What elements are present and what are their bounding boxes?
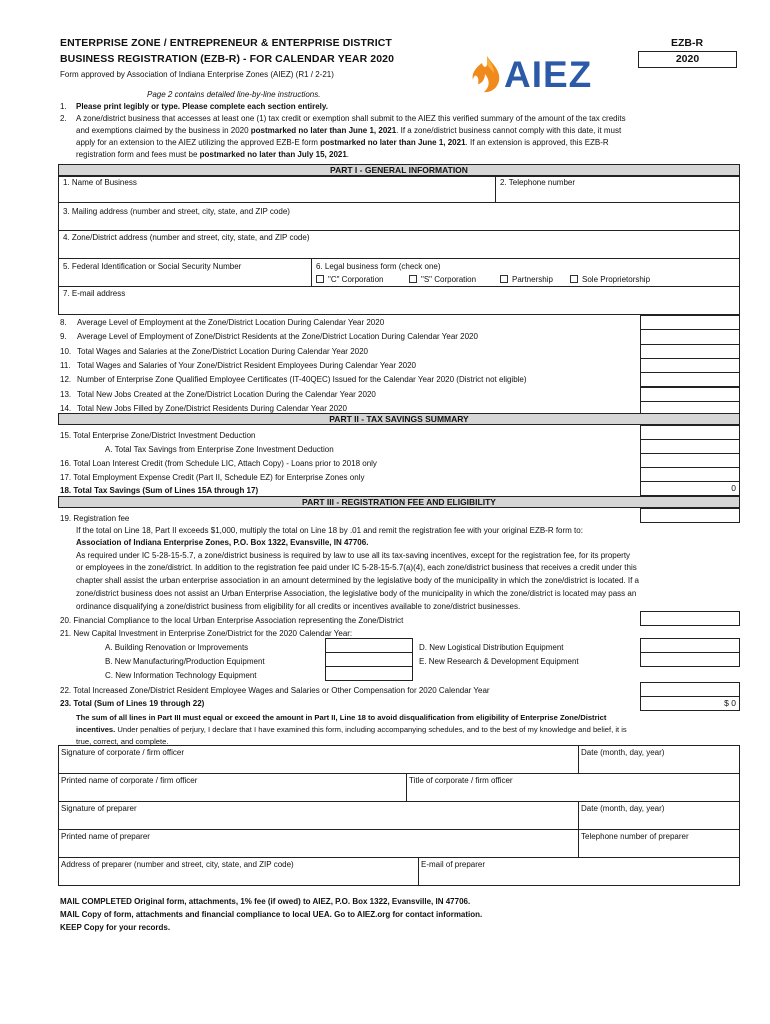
- preparer-email-field[interactable]: [418, 857, 740, 886]
- zone-address-field[interactable]: [58, 230, 740, 259]
- line-label: Number of Enterprise Zone Qualified Employee Certificates (IT-40QEC) Issued for the Calendar Year 2020 (District not eligible): [77, 375, 527, 385]
- line22-input[interactable]: [640, 682, 740, 697]
- line-8-input[interactable]: [640, 315, 740, 330]
- instruction-2-bold-c: postmarked no later than June 1, 2021: [320, 138, 466, 147]
- mail-instruction-3: KEEP Copy for your records.: [60, 923, 171, 932]
- line-10-input[interactable]: [640, 344, 740, 359]
- line23-label: 23. Total (Sum of Lines 19 through 22): [60, 699, 205, 708]
- line21b-input[interactable]: [325, 652, 413, 667]
- line23-value: $ 0: [724, 698, 736, 708]
- instruction-2-bold-b: postmarked no later than June 1, 2021: [250, 126, 397, 135]
- line19-label: 19. Registration fee: [60, 514, 130, 523]
- line18-input[interactable]: [640, 481, 740, 496]
- line21d-label: D. New Logistical Distribution Equipment: [419, 643, 564, 652]
- business-name-field[interactable]: [58, 176, 496, 203]
- line17-label: 17. Total Employment Expense Credit (Part II, Schedule EZ) for Enterprise Zones only: [60, 473, 365, 482]
- law-paragraph-5: ordinance disqualifying a zone/district business from eligibility for all credits or incentives available to zone/district businesses.: [76, 602, 521, 611]
- instruction-2c: [76, 138, 609, 148]
- line18-value: 0: [731, 483, 736, 493]
- instruction-2-post-d: .: [346, 150, 350, 159]
- telephone-label: 2. Telephone number: [500, 178, 576, 187]
- option-c-corp[interactable]: [316, 275, 383, 285]
- officer-signature-field[interactable]: [58, 745, 579, 774]
- line-8-row: [58, 315, 740, 329]
- sole-prop-checkbox[interactable]: [570, 275, 578, 283]
- partnership-checkbox[interactable]: [500, 275, 508, 283]
- line-number: 9.: [60, 332, 67, 342]
- aiez-logo: [470, 54, 620, 94]
- line21c-label: C. New Information Technology Equipment: [105, 671, 257, 680]
- line-12-row: [58, 372, 740, 386]
- partnership-label: Partnership: [512, 275, 553, 284]
- line15a-input[interactable]: [640, 439, 740, 454]
- part1-heading: PART I - GENERAL INFORMATION: [58, 164, 740, 176]
- officer-printed-name-field[interactable]: [58, 773, 407, 802]
- line19-address: Association of Indiana Enterprise Zones, P.O. Box 1322, Evansville, IN 47706.: [76, 538, 369, 547]
- mail-instruction-2: MAIL Copy of form, attachments and financial compliance to local UEA. Go to AIEZ.org for contact information.: [60, 910, 483, 919]
- s-corp-label: "S" Corporation: [421, 275, 477, 284]
- form-title-line2: BUSINESS REGISTRATION (EZB-R) - FOR CALENDAR YEAR 2020: [60, 53, 395, 65]
- line-label: Average Level of Employment at the Zone/District Location During Calendar Year 2020: [77, 318, 385, 327]
- instruction-2-text-a: A zone/district business that accesses at least one (1) tax credit or exemption shall submit to the AIEZ this verified summary of the amount of the tax credits: [76, 114, 626, 123]
- instruction-2-post-b: . If a zone/district business cannot comply with this date, it must: [396, 126, 622, 135]
- line-12-input[interactable]: [640, 372, 740, 387]
- part3-heading: PART III - REGISTRATION FEE AND ELIGIBILITY: [58, 496, 740, 508]
- mailing-address-label: 3. Mailing address (number and street, city, state, and ZIP code): [63, 207, 290, 216]
- mail-instruction-1: MAIL COMPLETED Original form, attachments, 1% fee (if owed) to AIEZ, P.O. Box 1322, Evansville, IN 47706.: [60, 897, 471, 906]
- flame-icon: [470, 54, 504, 94]
- zone-address-label: 4. Zone/District address (number and street, city, state, and ZIP code): [63, 233, 310, 242]
- preparer-date-field[interactable]: [578, 801, 740, 830]
- instruction-2-bold-d: postmarked no later than July 15, 2021: [199, 150, 347, 159]
- line21e-label: E. New Research & Development Equipment: [419, 657, 579, 666]
- preparer-phone-field[interactable]: [578, 829, 740, 858]
- fein-label: 5. Federal Identification or Social Security Number: [63, 262, 242, 271]
- officer-title-field[interactable]: [406, 773, 740, 802]
- officer-signature-label: Signature of corporate / firm officer: [61, 748, 185, 757]
- line15-label: 15. Total Enterprise Zone/District Investment Deduction: [60, 431, 256, 440]
- perjury-text: Under penalties of perjury, I declare that I have examined this form, including accompanying schedules, and to the best of my knowledge and belief, it is: [115, 725, 627, 734]
- law-paragraph-1: As required under IC 5-28-15-5.7, a zone/district business is required by law to use all its tax-saving incentives, except for the registration fee, for its property: [76, 551, 631, 560]
- line18-label: 18. Total Tax Savings (Sum of Lines 15A through 17): [60, 486, 259, 495]
- form-year: 2020: [675, 53, 700, 65]
- instruction-2: 2. A zone/district business that accesses at least one (1) tax credit or exemption shall submit to the AIEZ this verified summary of the amount of the tax credits: [60, 114, 626, 123]
- line-label: Total Wages and Salaries of Your Zone/District Resident Employees During Calendar Year 2020: [77, 360, 417, 370]
- instruction-2-pre-b: and exemptions claimed by the business in 2020: [76, 126, 251, 135]
- line-9-row: [58, 329, 740, 343]
- line15a-label: A. Total Tax Savings from Enterprise Zone Investment Deduction: [105, 445, 334, 454]
- email-label: 7. E-mail address: [63, 289, 126, 298]
- line-label: Total Wages and Salaries at the Zone/District Location During Calendar Year 2020: [77, 346, 368, 356]
- preparer-signature-field[interactable]: [58, 801, 579, 830]
- line-13-row: [58, 387, 740, 401]
- line16-input[interactable]: [640, 453, 740, 468]
- fein-field[interactable]: [58, 258, 312, 287]
- line-number: 14.: [60, 403, 72, 413]
- instruction-1: 1. Please print legibly or type. Please complete each section entirely.: [60, 102, 328, 111]
- line16-label: 16. Total Loan Interest Credit (from Schedule LIC, Attach Copy) - Loans prior to 2018 only: [60, 459, 377, 468]
- law-paragraph-4: zone/district business does not assist an Urban Enterprise Association, the legislative body of the municipality in which the zone/district is located may pass an: [76, 589, 637, 598]
- legal-form-group: [311, 258, 740, 287]
- instruction-2b: [76, 126, 621, 136]
- email-field[interactable]: [58, 286, 740, 315]
- officer-date-field[interactable]: [578, 745, 740, 774]
- officer-title-label: Title of corporate / firm officer: [409, 776, 513, 785]
- line-13-input[interactable]: [640, 387, 740, 402]
- mailing-address-field[interactable]: [58, 202, 740, 231]
- line-9-input[interactable]: [640, 329, 740, 344]
- form-title-line1: ENTERPRISE ZONE / ENTREPRENEUR & ENTERPRISE DISTRICT: [60, 37, 392, 49]
- line-number: 8.: [60, 318, 67, 327]
- approval-note: Form approved by Association of Indiana Enterprise Zones (AIEZ) (R1 / 2-21): [60, 70, 334, 79]
- warning-incentives: incentives.: [76, 725, 116, 734]
- s-corp-checkbox[interactable]: [409, 275, 417, 283]
- instruction-1-text: Please print legibly or type. Please complete each section entirely.: [76, 102, 328, 111]
- c-corp-checkbox[interactable]: [316, 275, 324, 283]
- legal-form-label: 6. Legal business form (check one): [316, 262, 441, 271]
- telephone-field[interactable]: [495, 176, 740, 203]
- line-number: 10.: [60, 346, 72, 356]
- page2-note: Page 2 contains detailed line-by-line instructions.: [147, 90, 321, 99]
- eligibility-warning: The sum of all lines in Part III must equal or exceed the amount in Part II, Line 18 to avoid disqualification from eligibility of Enterprise Zone/District: [76, 713, 607, 722]
- form-code: EZB-R: [670, 37, 704, 49]
- line-label: Average Level of Employment of Zone/District Residents at the Zone/District Location During Calendar Year 2020: [77, 332, 478, 342]
- line-11-input[interactable]: [640, 358, 740, 373]
- option-sole-prop[interactable]: [570, 275, 650, 285]
- line-label: Total New Jobs Filled by Zone/District Residents During Calendar Year 2020: [77, 403, 347, 413]
- preparer-printed-name-label: Printed name of preparer: [61, 832, 150, 841]
- line15-input[interactable]: [640, 425, 740, 440]
- line19-instruction: If the total on Line 18, Part II exceeds $1,000, multiply the total on Line 18 by .01 and remit the registration fee with your original EZB-R form to:: [76, 526, 583, 535]
- preparer-address-label: Address of preparer (number and street, city, state, and ZIP code): [61, 860, 294, 869]
- line21c-input[interactable]: [325, 666, 413, 681]
- instruction-2-pre-d: registration form and fees must be: [76, 150, 200, 159]
- preparer-email-label: E-mail of preparer: [421, 860, 486, 869]
- line21a-label: A. Building Renovation or Improvements: [105, 643, 249, 652]
- line21b-label: B. New Manufacturing/Production Equipment: [105, 657, 265, 666]
- perjury-statement: [76, 725, 627, 735]
- preparer-signature-label: Signature of preparer: [61, 804, 137, 813]
- line-number: 12.: [60, 375, 72, 385]
- perjury-end: true, correct, and complete.: [76, 737, 169, 746]
- option-partnership[interactable]: [500, 275, 553, 285]
- line-10-row: [58, 344, 740, 358]
- officer-date-label: Date (month, day, year): [581, 748, 665, 757]
- preparer-date-label: Date (month, day, year): [581, 804, 665, 813]
- line21a-input[interactable]: [325, 638, 413, 653]
- line21d-input[interactable]: [640, 638, 740, 653]
- business-name-label: 1. Name of Business: [63, 178, 137, 187]
- line23-input[interactable]: [640, 696, 740, 711]
- line20-label: 20. Financial Compliance to the local Urban Enterprise Association representing the Zone/District: [60, 616, 404, 625]
- part2-heading: PART II - TAX SAVINGS SUMMARY: [58, 413, 740, 425]
- divider: [739, 315, 740, 415]
- sole-prop-label: Sole Proprietorship: [582, 275, 651, 284]
- preparer-address-field[interactable]: [58, 857, 419, 886]
- line-number: 11.: [60, 360, 71, 370]
- logo-text: AIEZ: [504, 54, 593, 95]
- line19-input[interactable]: [640, 508, 740, 523]
- law-paragraph-3: chapter shall assist the urban enterprise association in an amount determined by the legislative body of the municipality in which the zone/district is located. If a: [76, 576, 639, 585]
- line21e-input[interactable]: [640, 652, 740, 667]
- line20-input[interactable]: [640, 611, 740, 626]
- c-corp-label: "C" Corporation: [328, 275, 384, 284]
- preparer-phone-label: Telephone number of preparer: [581, 832, 689, 841]
- form-year-box: [638, 51, 737, 68]
- divider: [640, 315, 641, 415]
- line21-label: 21. New Capital Investment in Enterprise Zone/District for the 2020 Calendar Year:: [60, 629, 353, 638]
- option-s-corp[interactable]: [409, 275, 476, 285]
- line-11-row: [58, 358, 740, 372]
- instruction-2d: [76, 150, 349, 160]
- officer-printed-name-label: Printed name of corporate / firm officer: [61, 776, 198, 785]
- instruction-2-pre-c: apply for an extension to the AIEZ utilizing the approved EZB-E form: [76, 138, 321, 147]
- line17-input[interactable]: [640, 467, 740, 482]
- line-number: 13.: [60, 389, 72, 399]
- line22-label: 22. Total Increased Zone/District Resident Employee Wages and Salaries or Other Compensation for 2020 Calendar Year: [60, 686, 490, 695]
- line-label: Total New Jobs Created at the Zone/District Location During the Calendar Year 2020: [77, 389, 376, 399]
- law-paragraph-2: or employees in the zone/district. In addition to the registration fee paid under IC 5-28-15-5.7(a)(4), each zone/district business that receives a credit under this: [76, 563, 637, 572]
- instruction-2-post-c: . If an extension is approved, this EZB-R: [465, 138, 609, 147]
- preparer-printed-name-field[interactable]: [58, 829, 579, 858]
